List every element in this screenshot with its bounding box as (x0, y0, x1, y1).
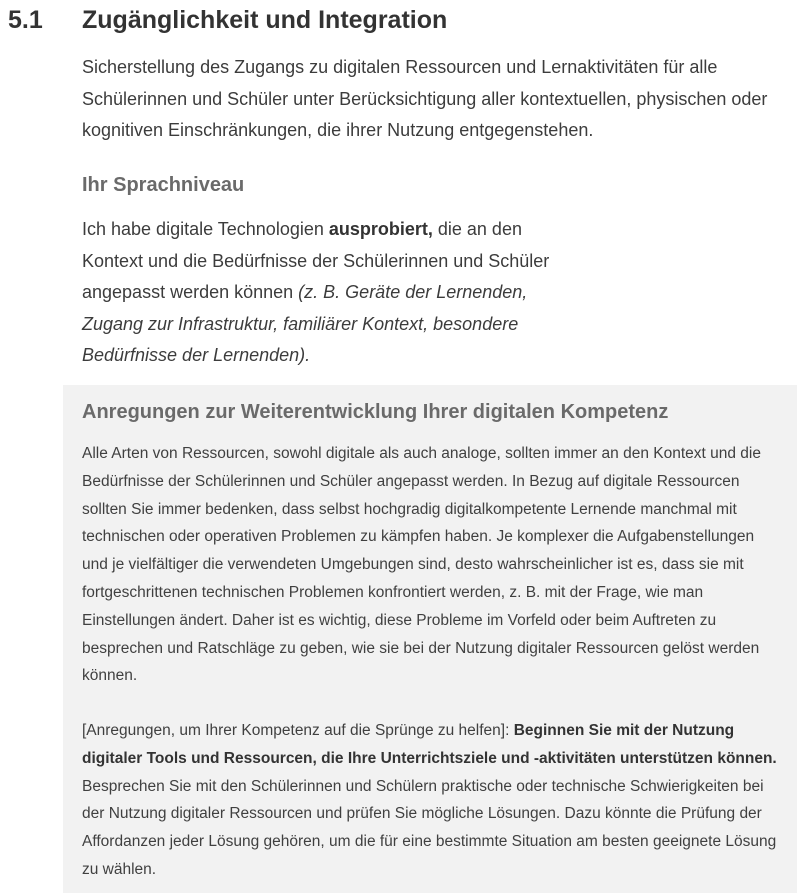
level-heading: Ihr Sprachniveau (82, 174, 245, 196)
level-text-before: Ich habe digitale Technologien (82, 219, 329, 239)
section-title: Zugänglichkeit und Integration (82, 6, 448, 34)
level-text-after: die an den Kontext und die Bedürfnisse der Schülerinnen und Schüler angepasst werden können (82, 219, 550, 302)
level-text-bold: ausprobiert, (328, 219, 433, 239)
suggestions-heading: Anregungen zur Weiterentwicklung Ihrer digitalen Kompetenz (82, 401, 669, 423)
section-description: Sicherstellung des Zugangs zu digitalen Ressourcen und Lernaktivitäten für alle Schülerinnen und Schüler unter Berücksichtigung aller kontextuellen, physischen oder kognitiven Einschränkungen, die ihrer Nutzung entgegenstehen. (82, 57, 768, 140)
suggestions-box (63, 385, 797, 893)
suggestions-paragraph-2 (82, 717, 782, 884)
suggestions-paragraph-1: Alle Arten von Ressourcen, sowohl digitale als auch analoge, sollten immer an den Kontext und die Bedürfnisse der Schülerinnen und Schüler angepasst werden. In Bezug auf digitale Ressourcen sollten Sie immer bedenken, dass selbst hochgradig digitalkompetente Lernende manchmal mit technischen oder operativen Problemen zu kämpfen haben. Je komplexer die Aufgabenstellungen und je vielfältiger die verwendeten Umgebungen sind, desto wahrscheinlicher ist es, dass sie mit fortgeschrittenen technischen Problemen konfrontiert werden, z. B. mit der Frage, wie man Einstellungen ändert. Daher ist es wichtig, diese Probleme im Vorfeld oder beim Auftreten zu besprechen und Ratschläge zu geben, wie sie bei der Nutzung digitaler Ressourcen gelöst werden können. (82, 445, 761, 685)
suggestions-paragraph-2-rest: Besprechen Sie mit den Schülerinnen und Schülern praktische oder technische Schwierigkeiten bei der Nutzung digitaler Ressourcen und prüfen Sie mögliche Lösungen. Dazu könnte die Prüfung der Affordanzen jeder Lösung gehören, um die für eine bestimmte Situation am besten geeignete Lösung zu wählen. (82, 777, 777, 878)
level-text (82, 214, 560, 372)
suggestions-paragraph-2-prefix: [Anregungen, um Ihrer Kompetenz auf die Sprünge zu helfen]: (82, 722, 514, 739)
section-number: 5.1 (8, 6, 43, 34)
level-text-italic: (z. B. Geräte der Lernenden, Zugang zur Infrastruktur, familiärer Kontext, besondere Bedürfnisse der Lernenden). (82, 282, 528, 365)
suggestions-paragraph-2-bold: Beginnen Sie mit der Nutzung digitaler Tools und Ressourcen, die Ihre Unterrichtsziele und -aktivitäten unterstützen können. (82, 722, 777, 767)
